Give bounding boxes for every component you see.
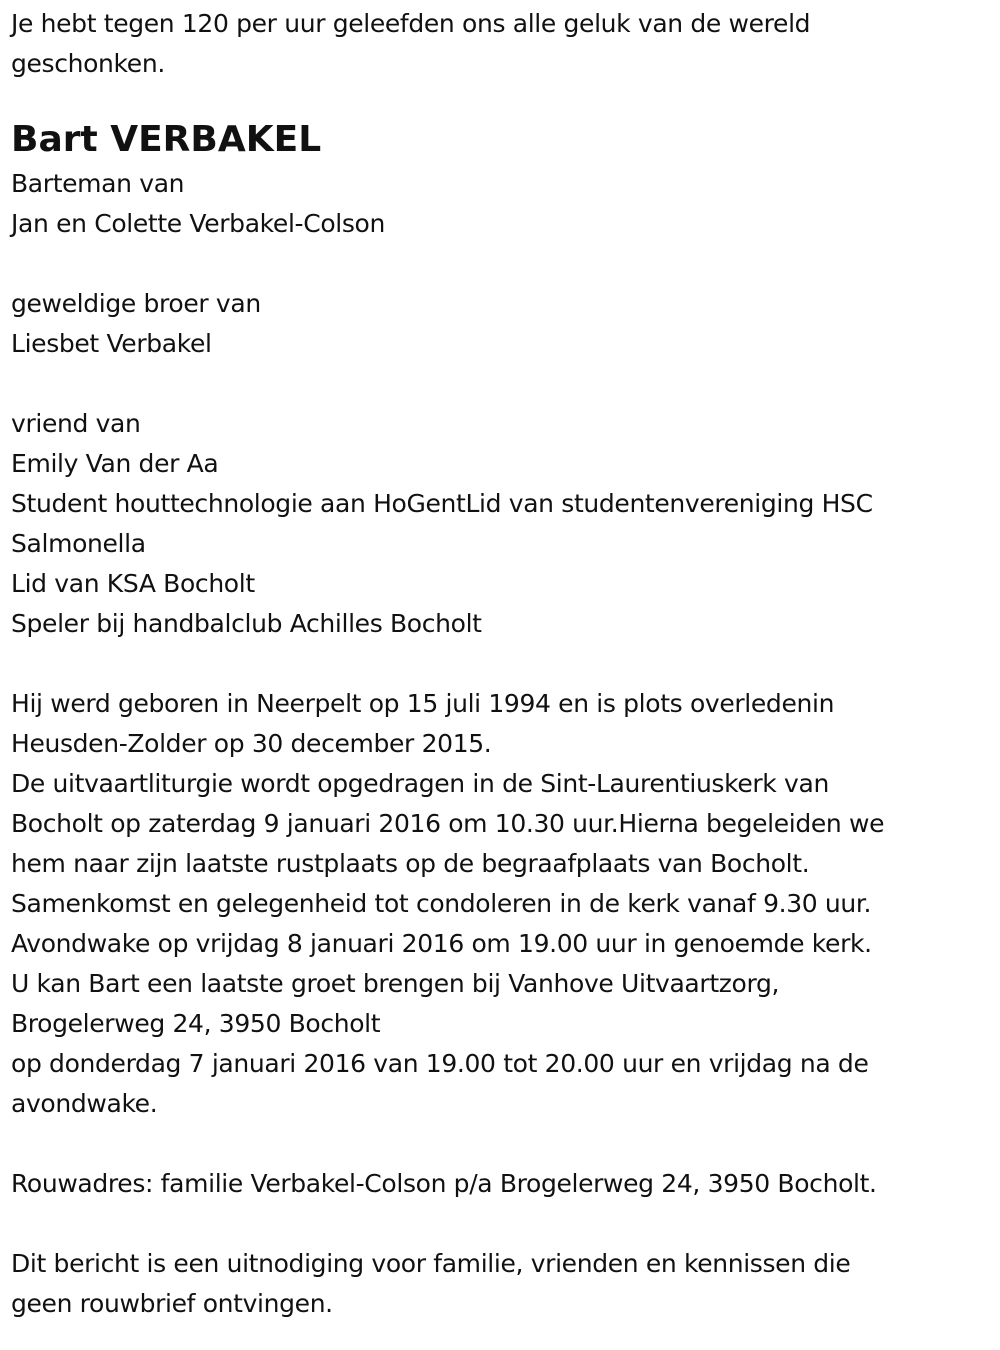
details-line: U kan Bart een laatste groet brengen bij Vanhove Uitvaartzorg, [11,969,780,998]
sibling-line: geweldige broer van [11,289,261,318]
sibling-block [11,284,1000,364]
details-line: hem naar zijn laatste rustplaats op de begraafplaats van Bocholt. [11,849,810,878]
details-line: De uitvaartliturgie wordt opgedragen in de Sint-Laurentiuskerk van [11,769,829,798]
spacer [11,1124,1000,1164]
spacer [11,244,1000,284]
closing-block [11,1244,1000,1324]
mourning-address: Rouwadres: familie Verbakel-Colson p/a Brogelerweg 24, 3950 Bocholt. [11,1169,877,1198]
details-block [11,684,1000,1124]
details-line: Heusden-Zolder op 30 december 2015. [11,729,492,758]
details-line: Samenkomst en gelegenheid tot condoleren in de kerk vanaf 9.30 uur. [11,889,872,918]
parents-line: Jan en Colette Verbakel-Colson [11,209,385,238]
details-line: Avondwake op vrijdag 8 januari 2016 om 19.00 uur in genoemde kerk. [11,929,872,958]
details-line: op donderdag 7 januari 2016 van 19.00 tot 20.00 uur en vrijdag na de [11,1049,869,1078]
parents-block [11,164,1000,244]
closing-line: geen rouwbrief ontvingen. [11,1289,333,1318]
intro-line: geschonken. [11,49,165,78]
details-line: avondwake. [11,1089,158,1118]
spacer [11,1204,1000,1244]
details-line: Brogelerweg 24, 3950 Bocholt [11,1009,381,1038]
friend-line: Lid van KSA Bocholt [11,569,255,598]
deceased-name: Bart VERBAKEL [11,119,322,160]
spacer [11,644,1000,684]
friend-line: Emily Van der Aa [11,449,219,478]
friend-line: Student houttechnologie aan HoGentLid van studentenvereniging HSC [11,489,873,518]
parents-line: Barteman van [11,169,185,198]
friend-block [11,404,1000,644]
sibling-line: Liesbet Verbakel [11,329,212,358]
intro-line: Je hebt tegen 120 per uur geleefden ons alle geluk van de wereld [11,9,811,38]
details-line: Hij werd geboren in Neerpelt op 15 juli 1994 en is plots overledenin [11,689,835,718]
closing-line: Dit bericht is een uitnodiging voor familie, vrienden en kennissen die [11,1249,851,1278]
friend-line: vriend van [11,409,141,438]
intro-text [11,4,1000,84]
friend-line: Salmonella [11,529,146,558]
details-line: Bocholt op zaterdag 9 januari 2016 om 10.30 uur.Hierna begeleiden we [11,809,885,838]
spacer [11,364,1000,404]
friend-line: Speler bij handbalclub Achilles Bocholt [11,609,482,638]
